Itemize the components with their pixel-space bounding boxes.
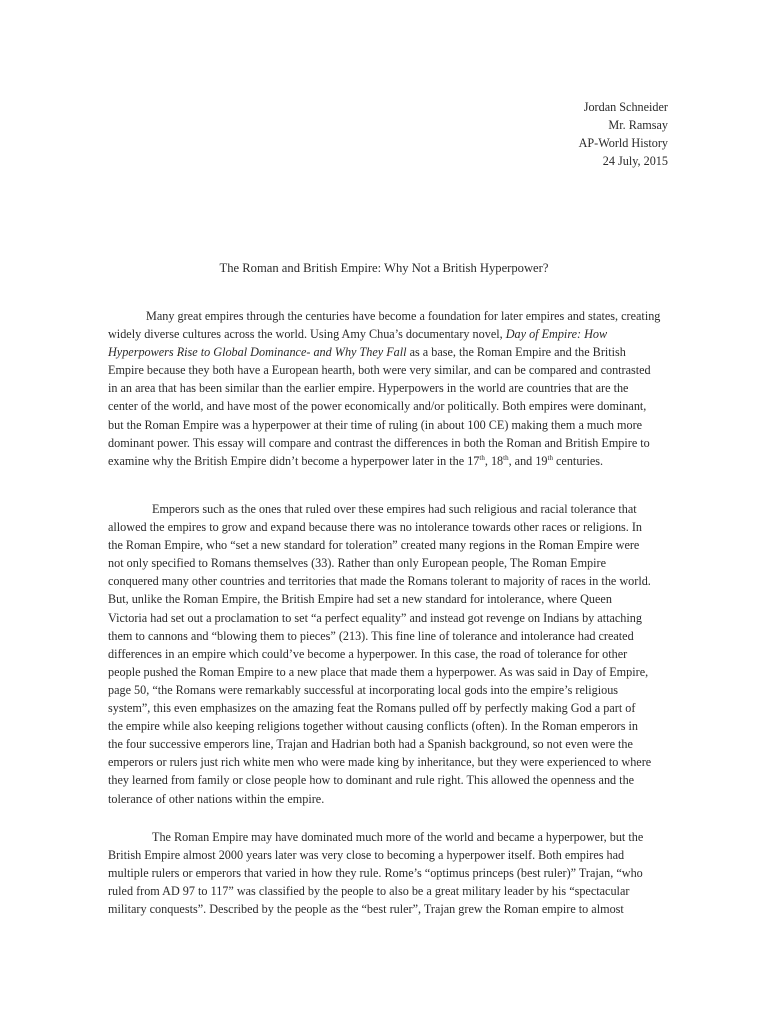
text-line: in an area that has been similar than the earlier empire. Hyperpowers in the world are countries that are the bbox=[108, 381, 629, 396]
text-line: system”, this even emphasizes on the amazing feat the Romans pulled off by perfectly making God a part of bbox=[108, 701, 636, 716]
text-line: they learned from family or close people how to dominant and rule right. This allowed the openness and the bbox=[108, 773, 635, 788]
paragraph-3 bbox=[108, 828, 664, 918]
text-line: dominant power. This essay will compare and contrast the differences in both the Roman and British Empire to bbox=[108, 435, 650, 450]
text-line: Victoria had set out a proclamation to set “a perfect equality” and instead got revenge on Indians by attaching bbox=[108, 610, 642, 625]
text-line: people pushed the Roman Empire to a new place that made them a hyperpower. As was said in Day of Empire, bbox=[108, 664, 649, 679]
text-line: British Empire almost 2000 years later was very close to becoming a hyperpower itself. Both empires had bbox=[108, 848, 625, 863]
text-line: emperors or rulers just rich white men who were made king by inheritance, but they were experienced to where bbox=[108, 755, 652, 770]
text-line: Empire because they both have a European hearth, both were very similar, and can be compared and contrasted bbox=[108, 363, 651, 378]
paragraph-2 bbox=[108, 500, 664, 808]
book-title: Day of Empire: How bbox=[505, 327, 608, 342]
text-line: the empire while also keeping religions together without causing conflicts (often). In the Roman emperors in bbox=[108, 719, 639, 734]
essay-title: The Roman and British Empire: Why Not a British Hyperpower? bbox=[219, 261, 549, 275]
text-line: ruled from AD 97 to 117” was classified by the people to also be a great military leader by his “spectacular bbox=[108, 884, 630, 899]
text-line: center of the world, and have most of the power economically and/or politically. Both empires were dominant, bbox=[108, 399, 647, 414]
course-name: AP-World History bbox=[578, 136, 668, 150]
text-line: Emperors such as the ones that ruled over these empires had such religious and racial tolerance that bbox=[152, 502, 637, 516]
text-line: multiple rulers or emperors that varied in how they rule. Rome’s “optimus princeps (best ruler)” Trajan, “who bbox=[108, 866, 643, 881]
text-line: the Roman Empire, who “set a new standard for toleration” created many regions in the Roman Empire were bbox=[108, 538, 640, 553]
text-line: but the Roman Empire was a hyperpower at their time of ruling (in about 100 CE) making them a much more bbox=[108, 417, 643, 432]
text-line: military conquests”. Described by the people as the “best ruler”, Trajan grew the Roman empire to almost bbox=[108, 902, 624, 917]
book-title: Hyperpowers Rise to Global Dominance- and Why They Fall bbox=[108, 345, 407, 360]
text-line: The Roman Empire may have dominated much more of the world and became a hyperpower, but the bbox=[152, 830, 644, 844]
text-line: allowed the empires to grow and expand because there was no intolerance towards other races or religions. In bbox=[108, 520, 643, 535]
teacher-name: Mr. Ramsay bbox=[608, 118, 668, 132]
text-line: But, unlike the Roman Empire, the British Empire had set a new standard for intolerance, where Queen bbox=[108, 592, 612, 607]
text-line: the four successive emperors line, Trajan and Hadrian both had a Spanish background, so not even were the bbox=[108, 737, 633, 752]
text-line: page 50, “the Romans were remarkably successful at incorporating local gods into the empire’s religious bbox=[108, 682, 619, 697]
text-line: widely diverse cultures across the world. Using Amy Chua’s documentary novel, Day of Empire: How bbox=[108, 327, 608, 342]
text-line: tolerance of other nations within the empire. bbox=[108, 791, 325, 806]
text-line: Hyperpowers Rise to Global Dominance- and Why They Fall as a base, the Roman Empire and the British bbox=[108, 345, 626, 360]
text-line: examine why the British Empire didn’t become a hyperpower later in the 17th, 18th, and 19th centuries. bbox=[108, 453, 604, 468]
text-line: conquered many other countries and territories that made the Romans tolerant to majority of races in the world. bbox=[108, 574, 651, 589]
text-line: not only specified to Romans themselves (33). Rather than only European people, The Roman Empire bbox=[108, 556, 606, 571]
date: 24 July, 2015 bbox=[602, 154, 668, 168]
text-line: differences in an empire which could’ve become a hyperpower. In this case, the road of tolerance for other bbox=[108, 646, 628, 661]
header-block bbox=[579, 98, 668, 170]
text-line: Many great empires through the centuries have become a foundation for later empires and states, creating bbox=[146, 309, 661, 323]
author-name: Jordan Schneider bbox=[583, 100, 668, 114]
paragraph-1 bbox=[108, 307, 664, 470]
text-line: them to cannons and “blowing them to pieces” (213). This fine line of tolerance and intolerance had created bbox=[108, 628, 634, 643]
